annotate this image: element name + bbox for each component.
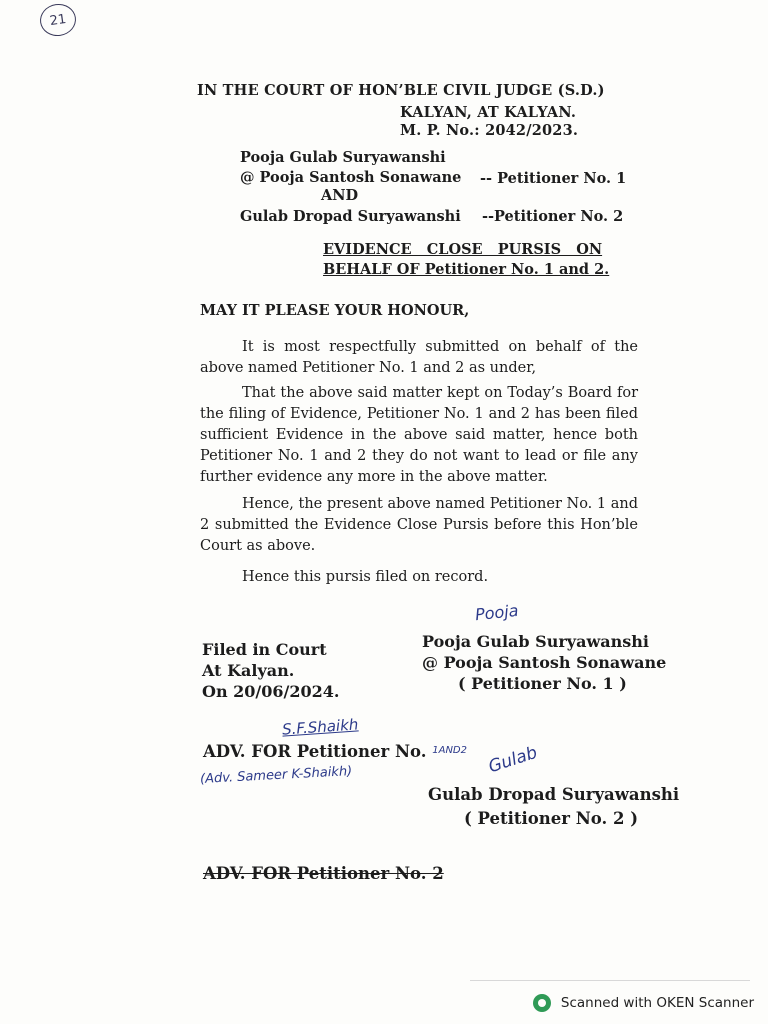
paragraph-1: It is most respectfully submitted on behalf of the above named Petitioner No. 1 and 2 as under, xyxy=(200,339,638,376)
advocate-handwritten-name: (Adv. Sameer K-Shaikh) xyxy=(199,764,353,787)
case-number: M. P. No.: 2042/2023. xyxy=(400,122,579,139)
page-number: 21 xyxy=(38,2,78,39)
scanner-logo-icon xyxy=(533,994,551,1012)
petitioner-1-alias: @ Pooja Santosh Sonawane xyxy=(240,169,462,186)
subject-line-1: EVIDENCE CLOSE PURSIS ON xyxy=(323,241,603,258)
subject-line-2: BEHALF OF Petitioner No. 1 and 2. xyxy=(323,261,610,278)
petitioner-1-sign-block: Pooja Gulab Suryawanshi @ Pooja Santosh Sonawane ( Petitioner No. 1 ) xyxy=(422,632,667,693)
advocate-signature: S.F.Shaikh xyxy=(281,715,359,739)
salutation: MAY IT PLEASE YOUR HONOUR, xyxy=(200,302,470,319)
petitioner-1-name: Pooja Gulab Suryawanshi xyxy=(240,149,446,166)
divider xyxy=(470,980,750,981)
court-place: KALYAN, AT KALYAN. xyxy=(400,104,577,121)
paragraph-4: Hence this pursis filed on record. xyxy=(242,569,489,585)
petitioner-2-signature: Gulab xyxy=(486,742,540,778)
petitioner-1-role: -- Petitioner No. 1 xyxy=(480,170,627,187)
court-title: IN THE COURT OF HON’BLE CIVIL JUDGE (S.D.) xyxy=(197,82,605,99)
advocate-2-label-struck: ADV. FOR Petitioner No. 2 xyxy=(203,864,444,883)
advocate-1-label: ADV. FOR Petitioner No. $^{1AND2}$ xyxy=(203,742,467,761)
and-label: AND xyxy=(321,187,359,204)
scanner-watermark: Scanned with OKEN Scanner xyxy=(533,994,754,1012)
petitioner-2-sign-block: Gulab Dropad Suryawanshi ( Petitioner No. 2 ) xyxy=(428,785,680,828)
paragraph-3: Hence, the present above named Petitioner No. 1 and 2 submitted the Evidence Close Pursis before this Hon’ble Court as above. xyxy=(200,496,638,554)
petitioner-1-signature: Pooja xyxy=(474,600,520,625)
petitioner-2-name: Gulab Dropad Suryawanshi xyxy=(240,208,461,225)
filing-block: Filed in Court At Kalyan. On 20/06/2024. xyxy=(202,640,340,701)
paragraph-2: That the above said matter kept on Today’s Board for the filing of Evidence, Petitioner No. 1 and 2 has been filed sufficient Evidence in the above said matter, hence both Petitioner No. 1 and 2 they do not want to lead or file any further evidence any more in the above matter. xyxy=(200,385,638,485)
petitioner-2-role: --Petitioner No. 2 xyxy=(482,208,624,225)
